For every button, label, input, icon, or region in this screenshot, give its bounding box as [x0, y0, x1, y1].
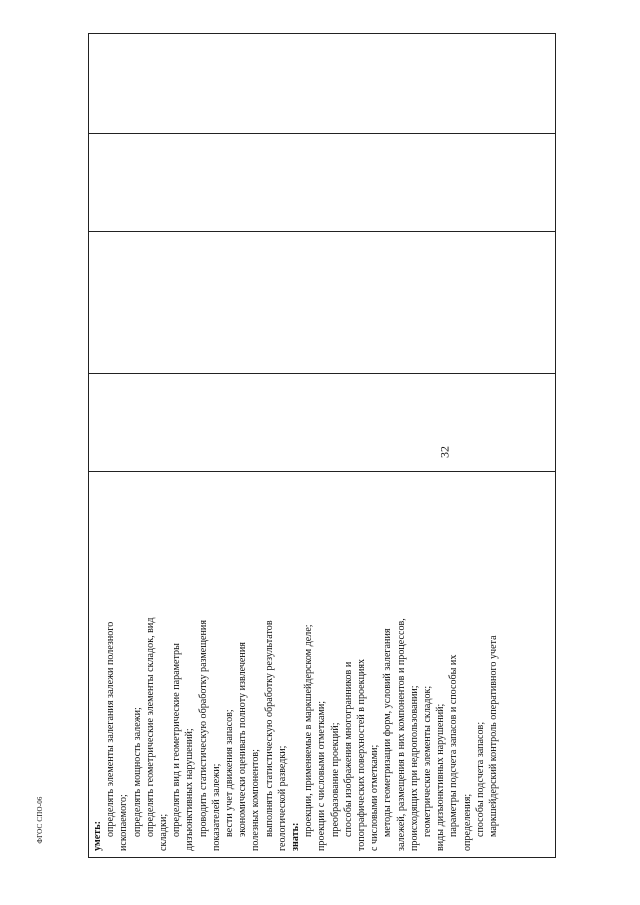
- text-line: определять геометрические элементы складок, вид: [144, 617, 156, 837]
- table-row: [89, 34, 556, 858]
- text-line: происходящих при недропользовании;: [408, 685, 420, 851]
- text-line: проекции с числовыми отметками;: [316, 700, 328, 851]
- text-line: дизъюнктивных нарушений;: [184, 728, 196, 851]
- text-line: показателей залежи;: [210, 763, 222, 851]
- rotated-table-frame: [88, 34, 552, 858]
- empty-cell: [89, 34, 556, 134]
- text-line: определять мощность залежи;: [131, 707, 143, 837]
- text-line: виды дизъюнктивных нарушений;: [435, 703, 447, 851]
- text-line: экономически оценивать полноту извлечения: [237, 642, 249, 837]
- text-line: вести учет движения запасов;: [224, 709, 236, 837]
- page-number: 32: [437, 446, 452, 458]
- skills-knowledge-text: [89, 472, 555, 857]
- text-line: геометрические элементы складок;: [422, 685, 434, 837]
- text-line: способы изображения многогранников и: [342, 661, 354, 837]
- text-line: залежей, размещения в них компонентов и процессов,: [395, 618, 407, 851]
- text-line: определять вид и геометрические параметры: [171, 643, 183, 837]
- section-heading: знать:: [290, 822, 302, 851]
- text-line: определять элементы залегания залежи полезного: [105, 621, 117, 837]
- empty-cell: [89, 134, 556, 232]
- text-line: с числовыми отметками;: [369, 744, 381, 851]
- skills-knowledge-cell: [89, 472, 556, 858]
- text-line: ископаемого;: [118, 794, 130, 851]
- section-heading: уметь:: [92, 821, 103, 851]
- text-line: проводить статистическую обработку размещения: [197, 620, 209, 837]
- text-line: топографических поверхностей в проекциях: [356, 658, 368, 851]
- text-line: проекции, применяемые в маркшейдерском деле;: [303, 624, 315, 837]
- text-line: параметры подсчета запасов и способы их: [448, 654, 460, 837]
- empty-cell: [89, 374, 556, 472]
- text-line: маркшейдерский контроль оперативного учета: [488, 635, 500, 837]
- text-line: складки;: [158, 813, 170, 851]
- standards-table: [88, 34, 552, 858]
- text-line: выполнять статистическую обработку результатов: [263, 620, 275, 837]
- footer-document-code: ФГОС СПО-06: [36, 796, 44, 844]
- text-line: геологической разведки;: [276, 745, 288, 851]
- empty-cell: [89, 232, 556, 374]
- table-grid: [88, 33, 556, 858]
- text-line: полезных компонентов;: [250, 749, 262, 851]
- text-line: методы геометризации форм, условий залегания: [382, 628, 394, 837]
- text-line: способы подсчета запасов;: [474, 721, 486, 837]
- text-line: преобразование проекций;: [329, 722, 341, 837]
- text-line: определения;: [461, 793, 473, 851]
